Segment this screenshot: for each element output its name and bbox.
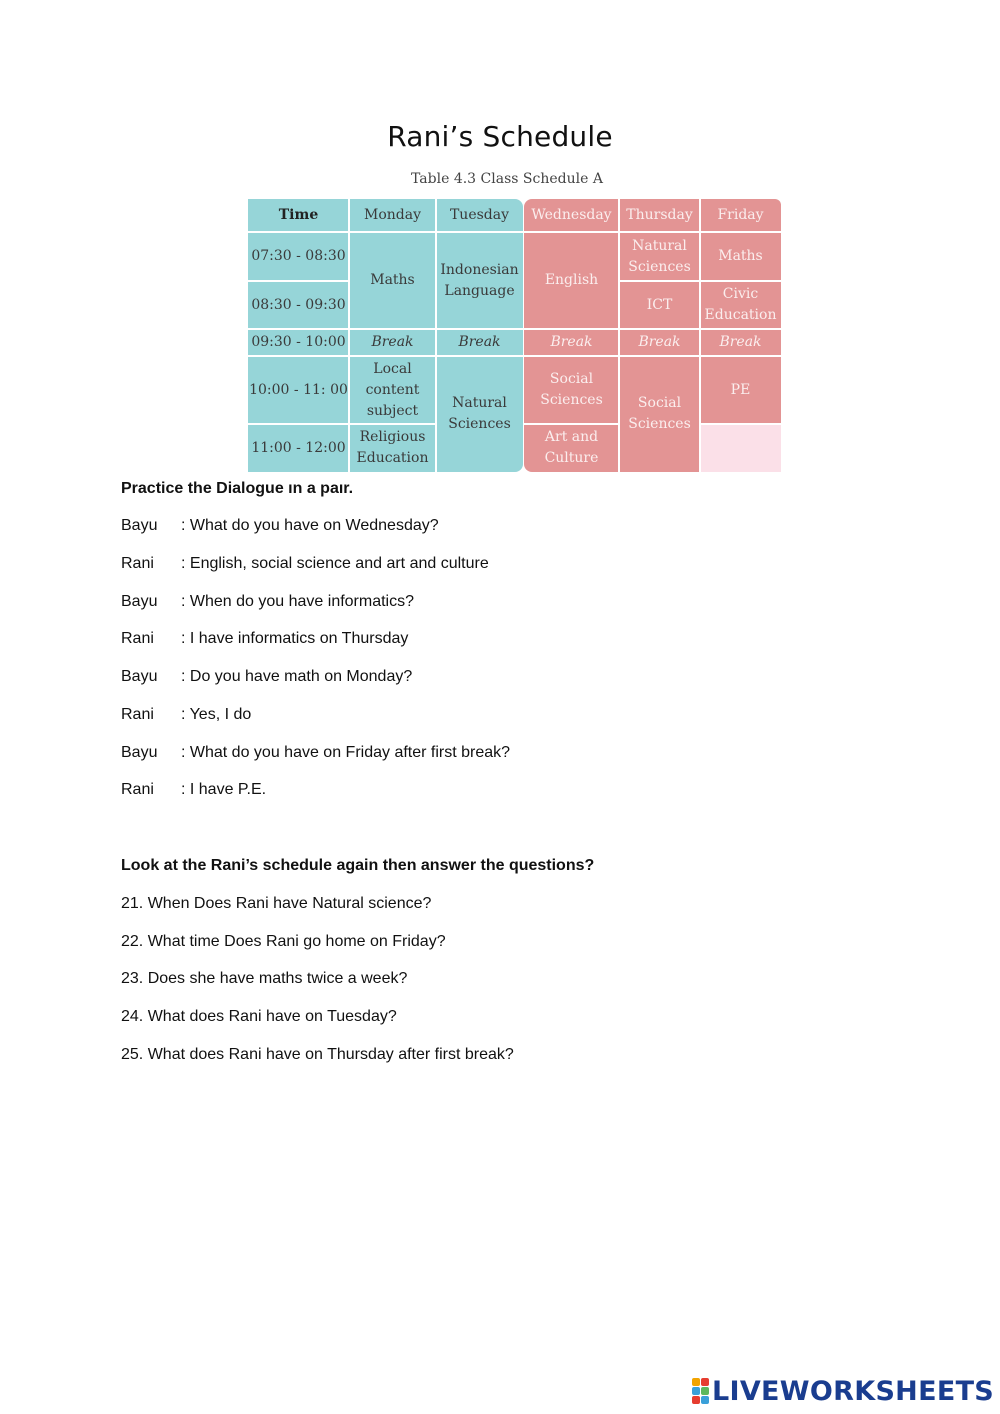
dialogue-utterance: : What do you have on Wednesday? [181, 517, 439, 534]
thursday-social: Social Sciences [619, 356, 700, 472]
table-caption: Table 4.3 Class Schedule A [411, 171, 603, 187]
dialogue-heading: Practice the Dialogue ın a paır. [121, 480, 354, 497]
dialogue-utterance: : Yes, I do [181, 706, 252, 723]
question-item: 23. Does she have maths twice a week? [121, 970, 408, 987]
header-tuesday: Tuesday [436, 199, 523, 232]
logo-square [701, 1387, 709, 1395]
thursday-ict: ICT [619, 281, 700, 329]
dialogue-speaker: Bayu [121, 744, 158, 761]
friday-maths: Maths [700, 232, 781, 281]
monday-local-content: Local content subject [349, 356, 436, 424]
dialogue-utterance: : I have P.E. [181, 781, 267, 798]
header-monday: Monday [349, 199, 436, 232]
question-item: 22. What time Does Rani go home on Friday? [121, 933, 446, 950]
time-slot-1: 07:30 - 08:30 [248, 232, 349, 281]
logo-square [692, 1396, 700, 1404]
thursday-natural: Natural Sciences [619, 232, 700, 281]
dialogue-speaker: Rani [121, 630, 154, 647]
dialogue-utterance: : When do you have informatics? [181, 593, 415, 610]
grid-line [700, 423, 781, 425]
tuesday-natural: Natural Sciences [436, 356, 523, 472]
grid-line [435, 199, 437, 472]
header-friday: Friday [700, 199, 781, 232]
header-wednesday: Wednesday [524, 199, 619, 232]
time-slot-3: 09:30 - 10:00 [248, 329, 349, 356]
grid-line [348, 199, 350, 472]
friday-pe: PE [700, 356, 781, 424]
monday-maths: Maths [349, 232, 436, 329]
grid-line [248, 328, 781, 330]
logo-squares-icon [692, 1378, 710, 1404]
tuesday-break: Break [436, 329, 523, 356]
monday-religious: Religious Education [349, 424, 436, 472]
grid-line [699, 199, 701, 472]
grid-line [619, 280, 781, 282]
liveworksheets-logo[interactable] [692, 1376, 994, 1406]
grid-line [524, 423, 619, 425]
dialogue-utterance: : I have informatics on Thursday [181, 630, 409, 647]
header-thursday: Thursday [619, 199, 700, 232]
dialogue-speaker: Bayu [121, 517, 158, 534]
wednesday-english: English [524, 232, 619, 329]
friday-break: Break [700, 329, 781, 356]
header-time: Time [248, 199, 349, 232]
time-slot-5: 11:00 - 12:00 [248, 424, 349, 472]
grid-line [248, 423, 436, 425]
dialogue-utterance: : English, social science and art and culture [181, 555, 489, 572]
page-title: Rani’s Schedule [387, 120, 613, 153]
logo-square [692, 1378, 700, 1386]
question-item: 24. What does Rani have on Tuesday? [121, 1008, 397, 1025]
logo-square [692, 1387, 700, 1395]
monday-break: Break [349, 329, 436, 356]
tuesday-indonesian: Indonesian Language [436, 232, 523, 329]
dialogue-speaker: Bayu [121, 593, 158, 610]
friday-empty [700, 424, 781, 472]
friday-civic: Civic Education [700, 281, 781, 329]
questions-heading: Look at the Rani’s schedule again then answer the questions? [121, 857, 595, 874]
logo-square [701, 1396, 709, 1404]
grid-line [248, 280, 349, 282]
time-slot-4: 10:00 - 11: 00 [248, 356, 349, 424]
grid-line [248, 231, 781, 233]
grid-line [248, 355, 781, 357]
wednesday-social: Social Sciences [524, 356, 619, 424]
dialogue-speaker: Bayu [121, 668, 158, 685]
wednesday-art: Art and Culture [524, 424, 619, 472]
dialogue-speaker: Rani [121, 781, 154, 798]
dialogue-utterance: : Do you have math on Monday? [181, 668, 413, 685]
schedule-table [248, 199, 781, 472]
dialogue-speaker: Rani [121, 706, 154, 723]
wednesday-break: Break [524, 329, 619, 356]
question-item: 21. When Does Rani have Natural science? [121, 895, 432, 912]
dialogue-utterance: : What do you have on Friday after first break? [181, 744, 511, 761]
time-slot-2: 08:30 - 09:30 [248, 281, 349, 329]
logo-square [701, 1378, 709, 1386]
grid-line [618, 199, 620, 472]
logo-text: LIVEWORKSHEETS [712, 1375, 995, 1407]
thursday-break: Break [619, 329, 700, 356]
dialogue-speaker: Rani [121, 555, 154, 572]
question-item: 25. What does Rani have on Thursday after first break? [121, 1046, 514, 1063]
